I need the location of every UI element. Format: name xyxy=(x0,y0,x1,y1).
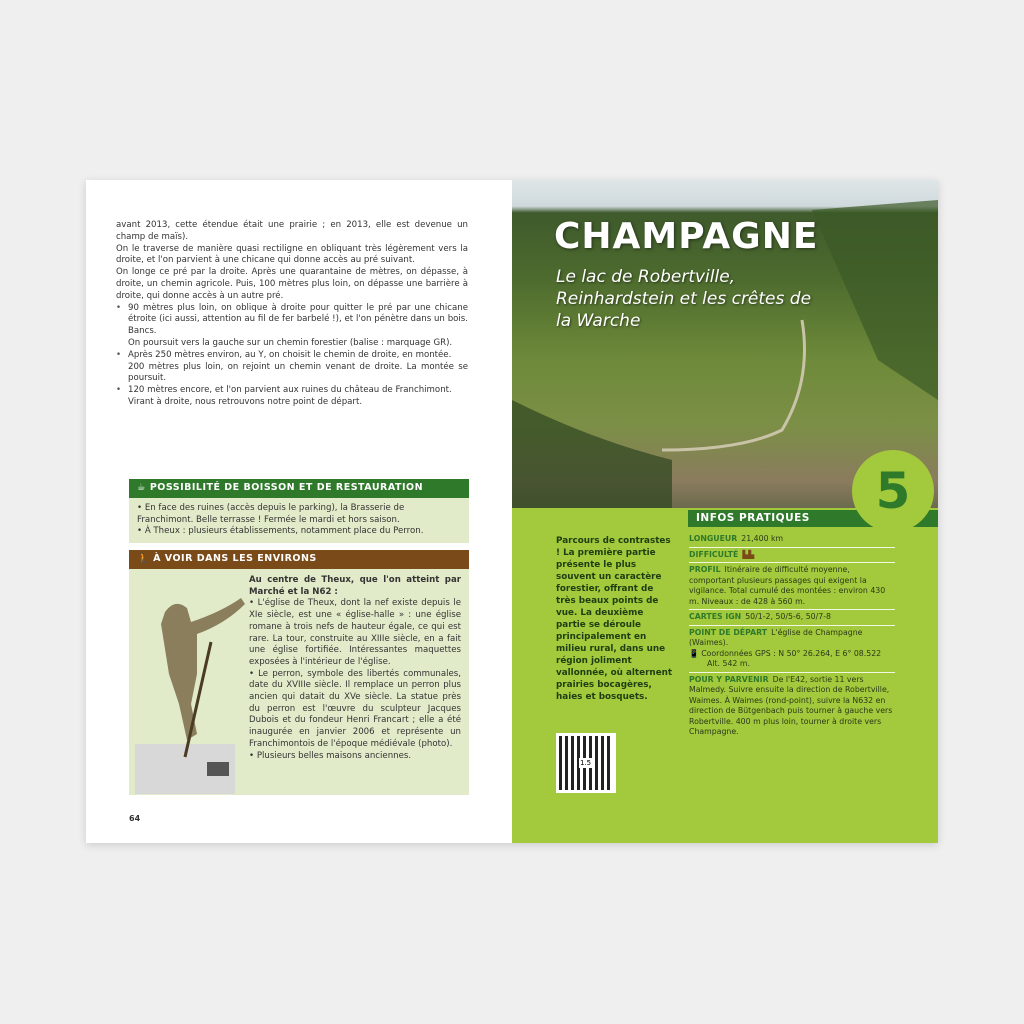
infos-list xyxy=(689,532,895,740)
see-box-header xyxy=(129,550,469,569)
list-item: • À Theux : plusieurs établissements, notamment place du Perron. xyxy=(137,526,424,536)
see-box xyxy=(129,550,469,795)
see-intro: Au centre de Theux, que l'on atteint par Marché et la N62 : xyxy=(249,575,461,597)
walker-icon: 🚶 xyxy=(137,553,154,564)
see-box-text xyxy=(249,575,461,762)
page-subtitle: Le lac de Robertville, Reinhardstein et les crêtes de la Warche xyxy=(556,267,812,331)
cup-icon: ☕ xyxy=(137,482,150,493)
left-page xyxy=(86,180,512,843)
gps-icon: 📱 xyxy=(689,648,702,658)
food-box-header xyxy=(129,479,469,498)
food-box-title: POSSIBILITÉ DE BOISSON ET DE RESTAURATION xyxy=(149,482,424,493)
page-number: 64 xyxy=(129,814,141,823)
paragraph: On poursuit vers la gauche sur un chemin forestier (balise : marquage GR). xyxy=(128,337,453,348)
infos-header: INFOS PRATIQUES xyxy=(688,510,938,527)
page-title: CHAMPAGNE xyxy=(554,216,819,257)
boot-icon: ▙▙ xyxy=(742,549,755,559)
route-description xyxy=(116,220,468,409)
list-item: • Plusieurs belles maisons anciennes. xyxy=(249,750,412,761)
right-page xyxy=(512,180,938,843)
bullet-paragraph: • 120 mètres encore, et l'on parvient aux ruines du château de Franchimont. xyxy=(116,385,468,397)
book-spread xyxy=(86,180,938,843)
qr-label: 1.5 xyxy=(580,759,592,767)
list-item: • L'église de Theux, dont la nef existe depuis le XIe siècle, est une « église-halle » : une église romane à trois nefs de hauteur égale, ce qui est rare. La tour, construite au XIIIe siècle, en a fait une église fortifiée. Intéressantes maquettes exposées à l'intérieur de l'église. xyxy=(249,598,461,667)
info-length: LONGUEUR 21,400 km xyxy=(689,532,895,548)
bullet-paragraph: • Après 250 mètres environ, au Y, on choisit le chemin de droite, en montée. xyxy=(116,350,468,362)
info-profile: PROFIL Itinéraire de difficulté moyenne, comportant plusieurs passages qui exigent la vigilance. Total cumulé des montées : environ 430 m. Niveaux : de 428 à 560 m. xyxy=(689,563,895,610)
paragraph: On le traverse de manière quasi rectiligne en obliquant très légèrement vers la droite, et l'on parvient à une chicane qui donne accès au pré suivant. xyxy=(116,243,468,266)
statue-photo xyxy=(135,572,245,794)
qr-code[interactable] xyxy=(556,733,616,793)
route-intro: Parcours de contrastes ! La première partie présente le plus souvent un caractère forestier, offrant de très beaux points de vue. La deuxième partie se déroule principalement en milieu rural, dans une région joliment vallonnée, où alternent prairies bocagères, haies et bosquets. xyxy=(556,536,673,702)
paragraph: avant 2013, cette étendue était une prairie ; en 2013, elle est devenue un champ de maïs). xyxy=(116,220,468,242)
list-item: • En face des ruines (accès depuis le parking), la Brasserie de Franchimont. Belle terrasse ! Fermée le mardi et hors saison. xyxy=(137,503,405,525)
food-box xyxy=(129,479,469,543)
info-access: POUR Y PARVENIR De l'E42, sortie 11 vers Malmedy. Suivre ensuite la direction de Robertville, Waimes. À Waimes (rond-point), suivre la N632 en direction de Bütgenbach puis tourner à gauche vers Robertville. 400 m plus loin, tourner à droite vers Champagne. xyxy=(689,674,893,736)
paragraph: 200 mètres plus loin, on rejoint un chemin venant de droite. La montée se poursuit. xyxy=(128,361,468,384)
paragraph: On longe ce pré par la droite. Après une quarantaine de mètres, on dépasse, à droite, un chemin agricole. Puis, 100 mètres plus loin, on dépasse une barrière à droite, qui donne accès à un autre pré. xyxy=(116,267,468,301)
list-item: • Le perron, symbole des libertés communales, date du XVIIIe siècle. Il remplace un perron plus ancien qui datait du XVe siècle. La statue près du perron est l'œuvre du sculpteur Jacques Dubois et du fondeur Henri Francart ; elle a été inaugurée en janvier 2006 et représente un Franchimontois de l'époque médiévale (photo). xyxy=(249,668,461,749)
bullet-paragraph: • 90 mètres plus loin, on oblique à droite pour quitter le pré par une chicane étroite (ici aussi, attention au fil de fer barbelé !), et l'on pénètre dans un bois. Bancs. xyxy=(116,303,468,338)
info-start: POINT DE DÉPART L'église de Champagne (Waimes). 📱 Coordonnées GPS : N 50° 26.264, E 6° 08.522 Alt. 542 m. xyxy=(689,626,895,673)
info-difficulty: DIFFICULTÉ ▙▙ xyxy=(689,548,895,564)
info-maps: CARTES IGN 50/1-2, 50/5-6, 50/7-8 xyxy=(689,610,895,626)
paragraph: Virant à droite, nous retrouvons notre point de départ. xyxy=(128,396,363,407)
see-box-title: À VOIR DANS LES ENVIRONS xyxy=(153,553,317,564)
route-number: 5 xyxy=(852,450,934,532)
